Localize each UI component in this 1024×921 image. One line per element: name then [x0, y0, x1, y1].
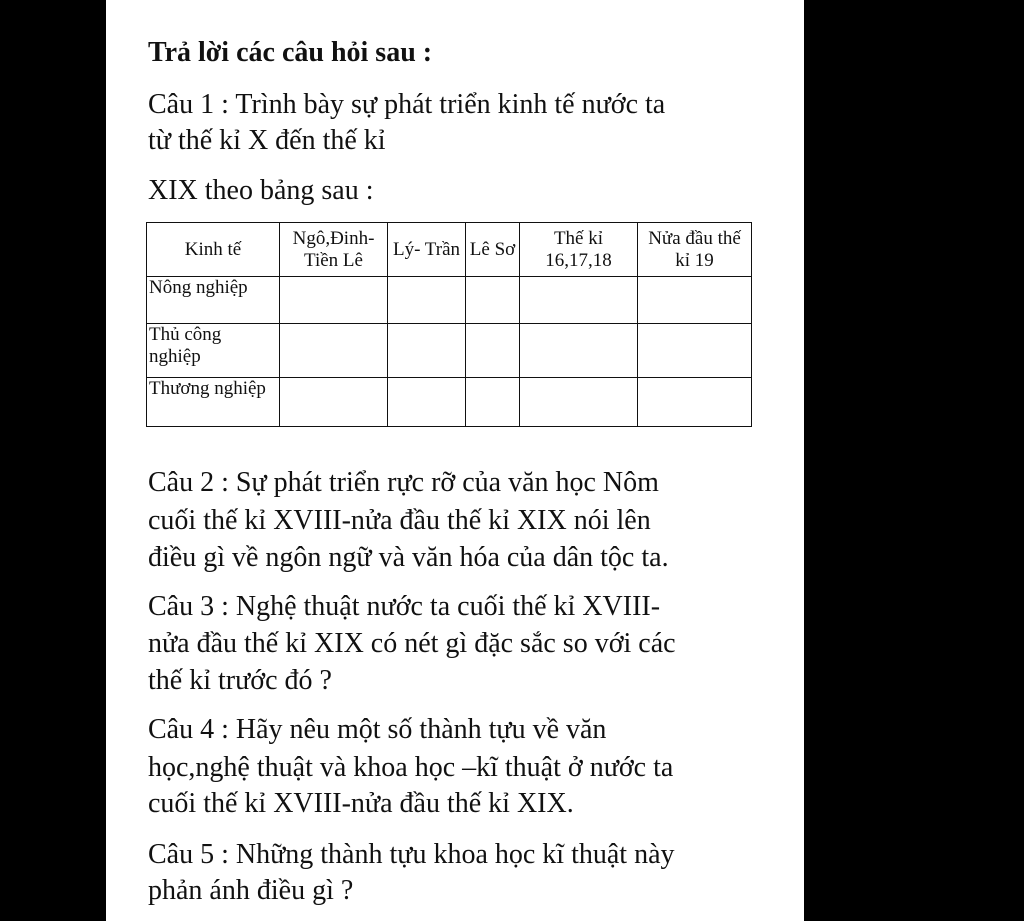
- document-page: [106, 0, 804, 921]
- header-ngo-dinh-tien-le: Ngô,Đinh- Tiền Lê: [280, 223, 388, 277]
- question-3-line-3: thế kỉ trước đó ?: [148, 665, 332, 696]
- row-label-thuong-nghiep: Thương nghiệp: [147, 378, 280, 427]
- table-cell: [388, 378, 466, 427]
- table-cell: [280, 324, 388, 378]
- question-3-line-1: Câu 3 : Nghệ thuật nước ta cuối thế kỉ XVIII-: [148, 591, 661, 622]
- table-cell: [280, 277, 388, 324]
- table-cell: [520, 378, 638, 427]
- header-kinh-te: Kinh tế: [147, 223, 280, 277]
- table-cell: [638, 378, 752, 427]
- question-4-line-2: học,nghệ thuật và khoa học –kĩ thuật ở nước ta: [148, 752, 674, 783]
- question-5-line-1: Câu 5 : Những thành tựu khoa học kĩ thuật này: [148, 839, 675, 870]
- table-cell: [520, 277, 638, 324]
- table-cell: [280, 378, 388, 427]
- row-label-thu-cong-nghiep: Thủ công nghiệp: [147, 324, 280, 378]
- question-3-line-2: nửa đầu thế kỉ XIX có nét gì đặc sắc so với các: [148, 628, 676, 659]
- table-cell: [520, 324, 638, 378]
- table-row: [147, 324, 752, 378]
- page-title: Trả lời các câu hỏi sau :: [148, 37, 433, 68]
- header-le-so: Lê Sơ: [466, 223, 520, 277]
- header-the-ki-16-17-18: Thế kỉ 16,17,18: [520, 223, 638, 277]
- question-1-line-2: từ thế kỉ X đến thế kỉ: [148, 125, 386, 156]
- question-1-line-3: XIX theo bảng sau :: [148, 175, 374, 206]
- table-cell: [638, 324, 752, 378]
- table-cell: [466, 277, 520, 324]
- question-2-line-3: điều gì về ngôn ngữ và văn hóa của dân tộc ta.: [148, 542, 669, 573]
- table-row: [147, 378, 752, 427]
- header-nua-dau-the-ki-19: Nửa đầu thế kỉ 19: [638, 223, 752, 277]
- question-4-line-3: cuối thế kỉ XVIII-nửa đầu thế kỉ XIX.: [148, 788, 574, 819]
- question-5-line-2: phản ánh điều gì ?: [148, 875, 354, 906]
- table-cell: [638, 277, 752, 324]
- table-cell: [466, 324, 520, 378]
- question-2-line-2: cuối thế kỉ XVIII-nửa đầu thế kỉ XIX nói lên: [148, 505, 651, 536]
- table-cell: [388, 324, 466, 378]
- table-row: [147, 277, 752, 324]
- question-1-line-1: Câu 1 : Trình bày sự phát triển kinh tế nước ta: [148, 89, 666, 120]
- table-cell: [466, 378, 520, 427]
- economy-table: [146, 222, 752, 427]
- table-header-row: [147, 223, 752, 277]
- row-label-nong-nghiep: Nông nghiệp: [147, 277, 280, 324]
- question-4-line-1: Câu 4 : Hãy nêu một số thành tựu về văn: [148, 714, 607, 745]
- table-cell: [388, 277, 466, 324]
- header-ly-tran: Lý- Trần: [388, 223, 466, 277]
- question-2-line-1: Câu 2 : Sự phát triển rực rỡ của văn học Nôm: [148, 467, 659, 498]
